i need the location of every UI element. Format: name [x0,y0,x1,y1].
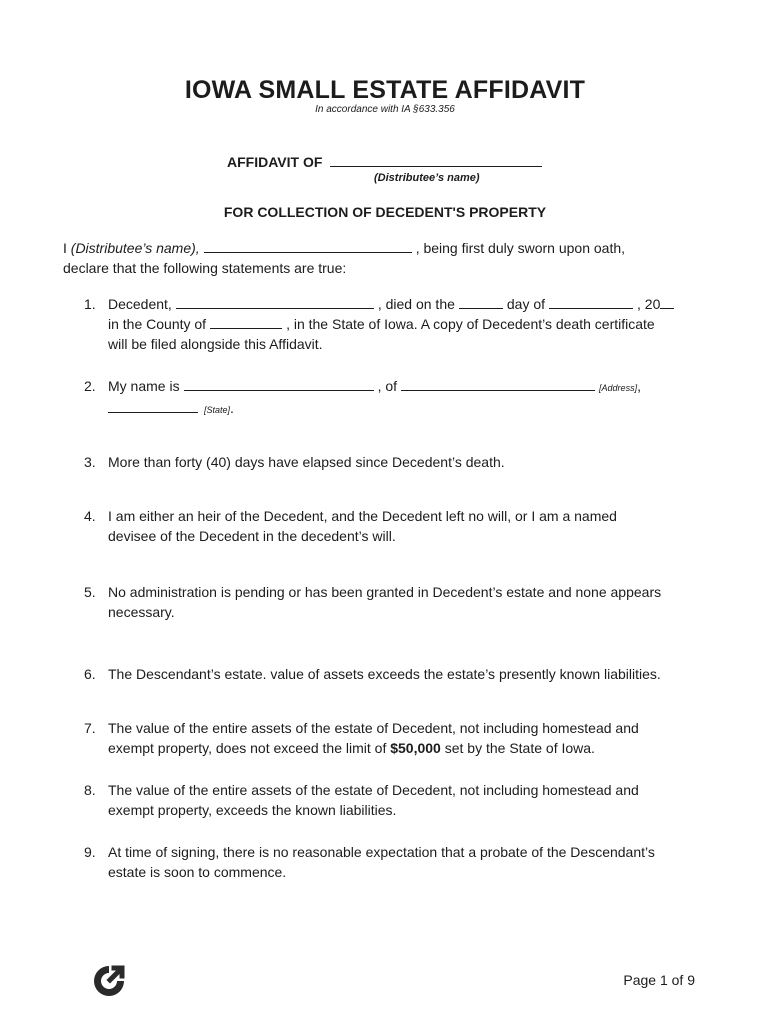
address-field[interactable] [401,377,595,391]
affiant-name-field[interactable] [184,377,374,391]
list-item [84,376,724,420]
item-number: 5. [84,584,96,600]
intro-paragraph [63,238,713,278]
item1-text-c: day of [506,296,546,312]
item5-line1: No administration is pending or has been granted in Decedent’s estate and none appears [108,584,662,600]
item-number: 3. [84,454,96,470]
death-year-field[interactable] [660,295,674,309]
state-field[interactable] [108,399,198,413]
item1-text-g: will be filed alongside this Affidavit. [108,336,323,352]
document-title: IOWA SMALL ESTATE AFFIDAVIT [184,76,586,104]
list-item [84,452,724,472]
page-number: Page 1 of 9 [623,972,695,988]
item1-text-e: in the County of [108,316,207,332]
county-field[interactable] [210,315,282,329]
list-item [84,718,724,758]
item6-text: The Descendant’s estate. value of assets exceeds the estate’s presently known liabilities. [108,666,661,682]
item-number: 7. [84,720,96,736]
list-item [84,582,724,622]
intro-suffix: , being first duly sworn upon oath, [415,240,626,256]
item9-line2: estate is soon to commence. [108,864,287,880]
death-day-field[interactable] [459,295,503,309]
item2-text-a: My name is [108,378,180,394]
item-number: 8. [84,782,96,798]
item7-line1: The value of the entire assets of the estate of Decedent, not including homestead and [108,720,639,736]
affidavit-of-label: AFFIDAVIT OF [227,154,323,170]
item7-line2a: exempt property, does not exceed the limit of [108,740,387,756]
item9-line1: At time of signing, there is no reasonable expectation that a probate of the Descendant’s [108,844,655,860]
intro-name-field[interactable] [204,239,412,253]
item-number: 9. [84,844,96,860]
intro-prefix: I [63,240,71,256]
intro-prefix-italic: (Distributee’s name), [70,240,200,256]
item5-line2: necessary. [108,604,175,620]
item2-comma: , [637,378,641,394]
item4-line1: I am either an heir of the Decedent, and the Decedent left no will, or I am a named [108,508,617,524]
intro-line2: declare that the following statements are true: [63,260,347,276]
item-number: 2. [84,378,96,394]
item7-line2b: set by the State of Iowa. [444,740,595,756]
limit-amount: $50,000 [390,740,441,756]
distributee-name-field[interactable] [330,153,542,167]
death-month-field[interactable] [549,295,633,309]
item-number: 1. [84,296,96,312]
state-hint: [State] [204,405,231,415]
list-item [84,664,724,684]
item8-line1: The value of the entire assets of the estate of Decedent, not including homestead and [108,782,639,798]
item8-line2: exempt property, exceeds the known liabilities. [108,802,397,818]
item1-text-a: Decedent, [108,296,172,312]
item-number: 4. [84,508,96,524]
section-heading: FOR COLLECTION OF DECEDENT'S PROPERTY [223,204,547,220]
list-item [84,842,724,882]
item3-text: More than forty (40) days have elapsed since Decedent’s death. [108,454,505,470]
item-number: 6. [84,666,96,682]
address-hint: [Address] [599,383,638,393]
list-item [84,506,724,546]
affidavit-of-row [227,153,542,170]
list-item [84,780,724,820]
list-item [84,294,724,354]
item2-text-b: , of [377,378,398,394]
item2-period: . [230,400,234,416]
decedent-name-field[interactable] [176,295,374,309]
item1-text-b: , died on the [377,296,455,312]
document-subtitle: In accordance with IA §633.356 [315,104,455,115]
item1-text-d: , 20 [637,296,661,312]
item4-line2: devisee of the Decedent in the decedent’s will. [108,528,396,544]
distributee-hint: (Distributee’s name) [374,172,480,184]
item1-text-f: , in the State of Iowa. A copy of Decedent’s death certificate [286,316,655,332]
brand-logo-icon [90,962,128,1000]
